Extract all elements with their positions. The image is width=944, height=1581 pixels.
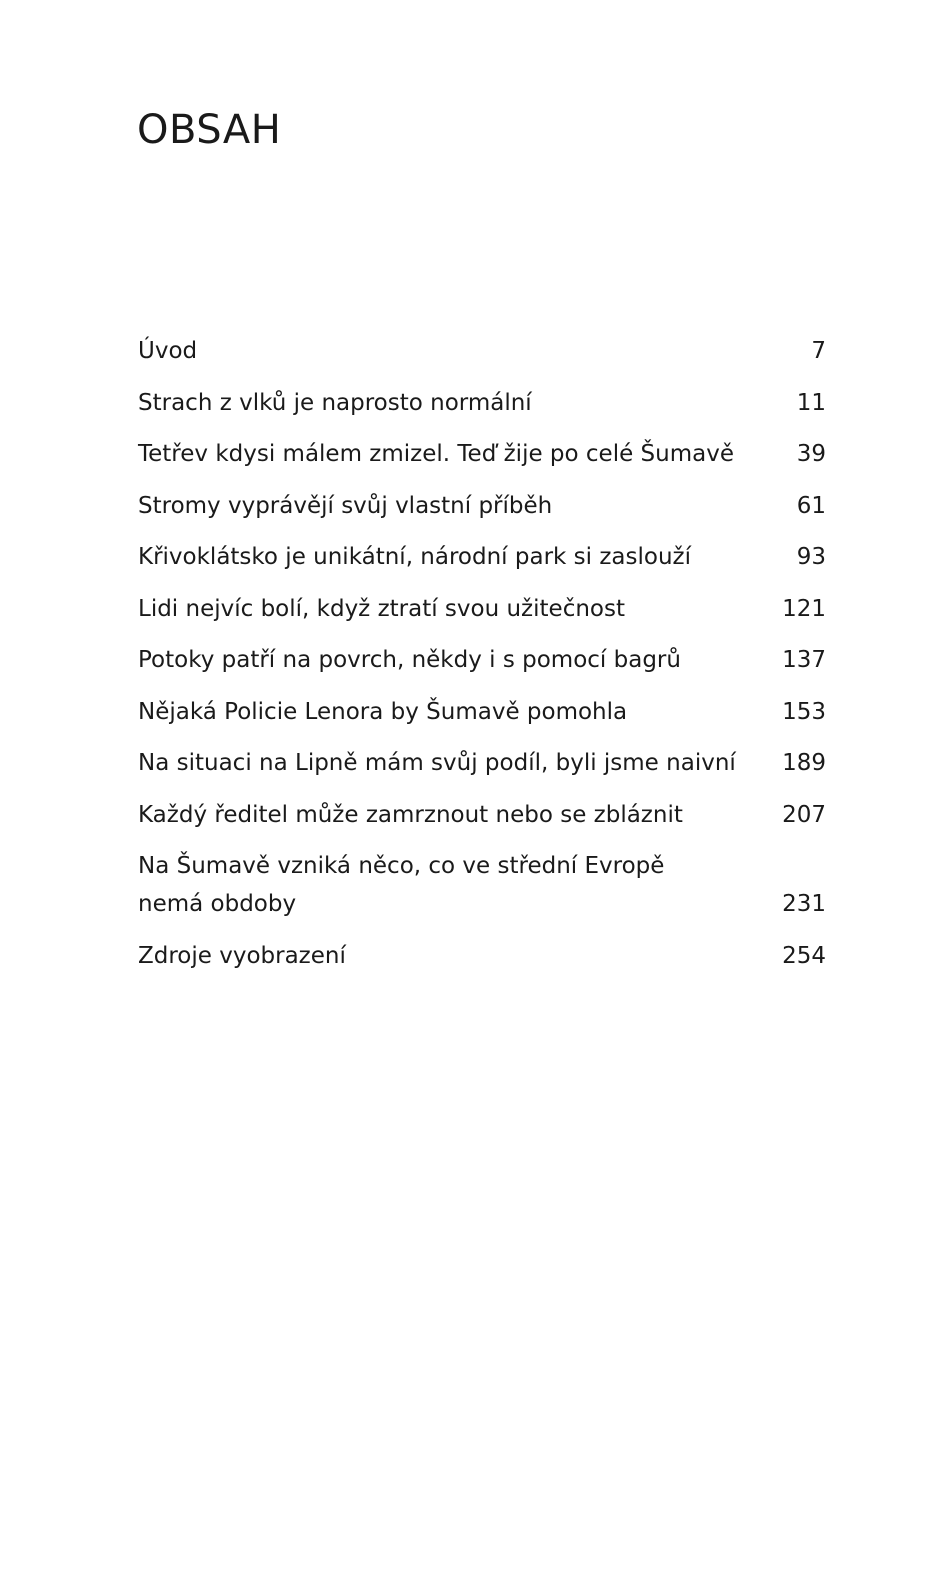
table-of-contents (138, 332, 826, 988)
toc-entry-page-number: 93 (796, 544, 826, 570)
toc-entry-tetrev (138, 435, 826, 473)
toc-entry-page-number: 121 (782, 595, 826, 622)
toc-entry-page-number: 11 (796, 389, 826, 416)
toc-entry-page-number: 207 (782, 801, 826, 828)
toc-entry-page-number: 231 (782, 891, 826, 917)
toc-entry-page-number: 39 (796, 441, 826, 467)
toc-entry-page-number: 137 (782, 647, 826, 673)
toc-entry-strach-z-vlku (138, 384, 826, 422)
toc-entry-title: Každý ředitel může zamrznout nebo se zbláznit (138, 801, 683, 828)
toc-entry-title: Na situaci na Lipně mám svůj podíl, byli jsme naivní (138, 750, 736, 776)
toc-entry-page-number: 7 (811, 338, 826, 364)
toc-entry-page-number: 254 (782, 942, 826, 969)
toc-entry-title: Strach z vlků je naprosto normální (138, 389, 532, 416)
toc-entry-page-number: 61 (796, 492, 826, 519)
toc-entry-title: Na Šumavě vzniká něco, co ve střední Evropě nemá obdoby (138, 853, 665, 917)
toc-entry-page-number: 189 (782, 750, 826, 776)
toc-entry-title: Zdroje vyobrazení (138, 942, 346, 969)
toc-entry-title: Stromy vyprávějí svůj vlastní příběh (138, 492, 553, 519)
toc-entry-stromy (138, 487, 826, 525)
toc-entry-title: Úvod (138, 338, 198, 364)
toc-entry-title: Nějaká Policie Lenora by Šumavě pomohla (138, 698, 628, 725)
toc-entry-title: Křivoklátsko je unikátní, národní park si zaslouží (138, 544, 691, 570)
page-title: OBSAH (137, 107, 282, 153)
toc-entry-title: Potoky patří na povrch, někdy i s pomocí bagrů (138, 647, 681, 673)
toc-entry-title: Lidi nejvíc bolí, když ztratí svou užitečnost (138, 595, 625, 622)
toc-entry-reditel (138, 796, 826, 834)
toc-entry-lidi (138, 590, 826, 628)
toc-entry-lipno (138, 744, 826, 782)
toc-entry-title: Tetřev kdysi málem zmizel. Teď žije po celé Šumavě (138, 441, 734, 467)
toc-entry-page-number: 153 (782, 698, 826, 725)
toc-entry-potoky (138, 641, 826, 679)
toc-entry-uvod (138, 332, 826, 370)
toc-entry-zdroje (138, 937, 826, 975)
toc-entry-policie-lenora (138, 693, 826, 731)
toc-entry-sumava-vznika (138, 847, 826, 923)
toc-entry-krivoklatsko (138, 538, 826, 576)
